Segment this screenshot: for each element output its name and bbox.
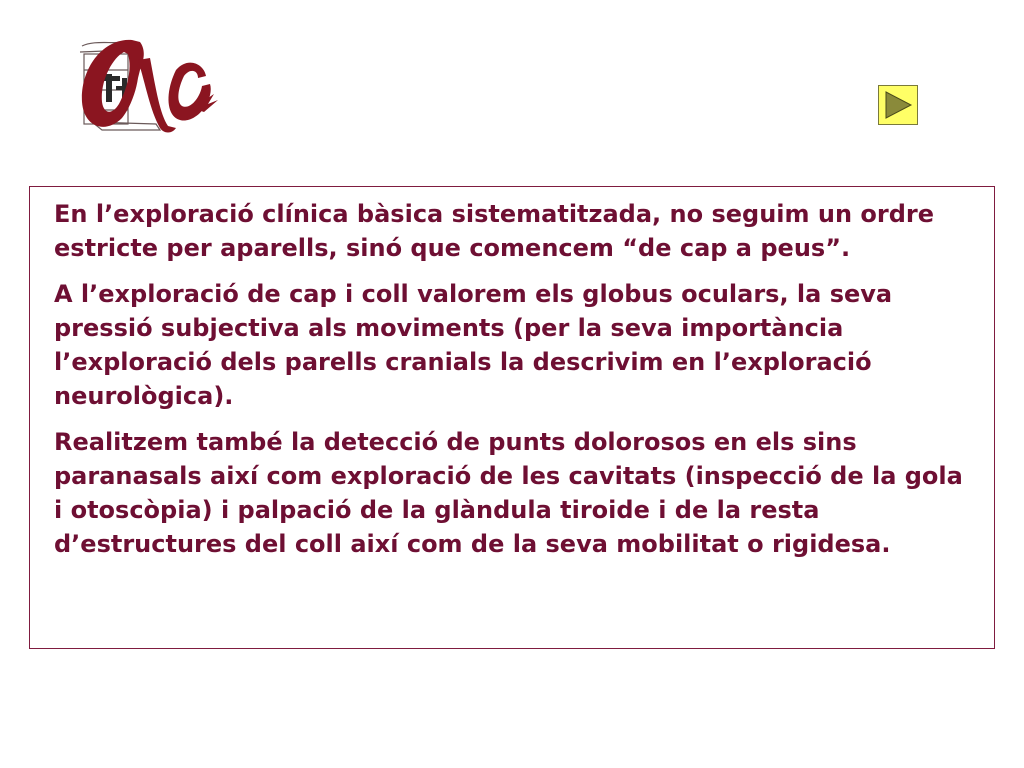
play-triangle-icon — [883, 90, 913, 120]
paragraph-1: En l’exploració clínica bàsica sistematitzada, no seguim un ordre estricte per aparells, sinó que comencem “de cap a peus”. — [54, 200, 935, 262]
university-logo — [72, 30, 218, 140]
next-slide-button[interactable] — [878, 85, 918, 125]
text-content-box — [29, 186, 995, 649]
paragraph-2: A l’exploració de cap i coll valorem els globus oculars, la seva pressió subjectiva als moviments (per la seva importància l’exploració dels parells cranials la descrivim en l’exploració neurològica). — [54, 280, 893, 410]
paragraph-3: Realitzem també la detecció de punts dolorosos en els sins paranasals així com exploració de les cavitats (inspecció de la gola i otoscòpia) i palpació de la glàndula tiroide i de la resta d’estructures del coll així com de la seva mobilitat o rigidesa. — [54, 428, 963, 558]
